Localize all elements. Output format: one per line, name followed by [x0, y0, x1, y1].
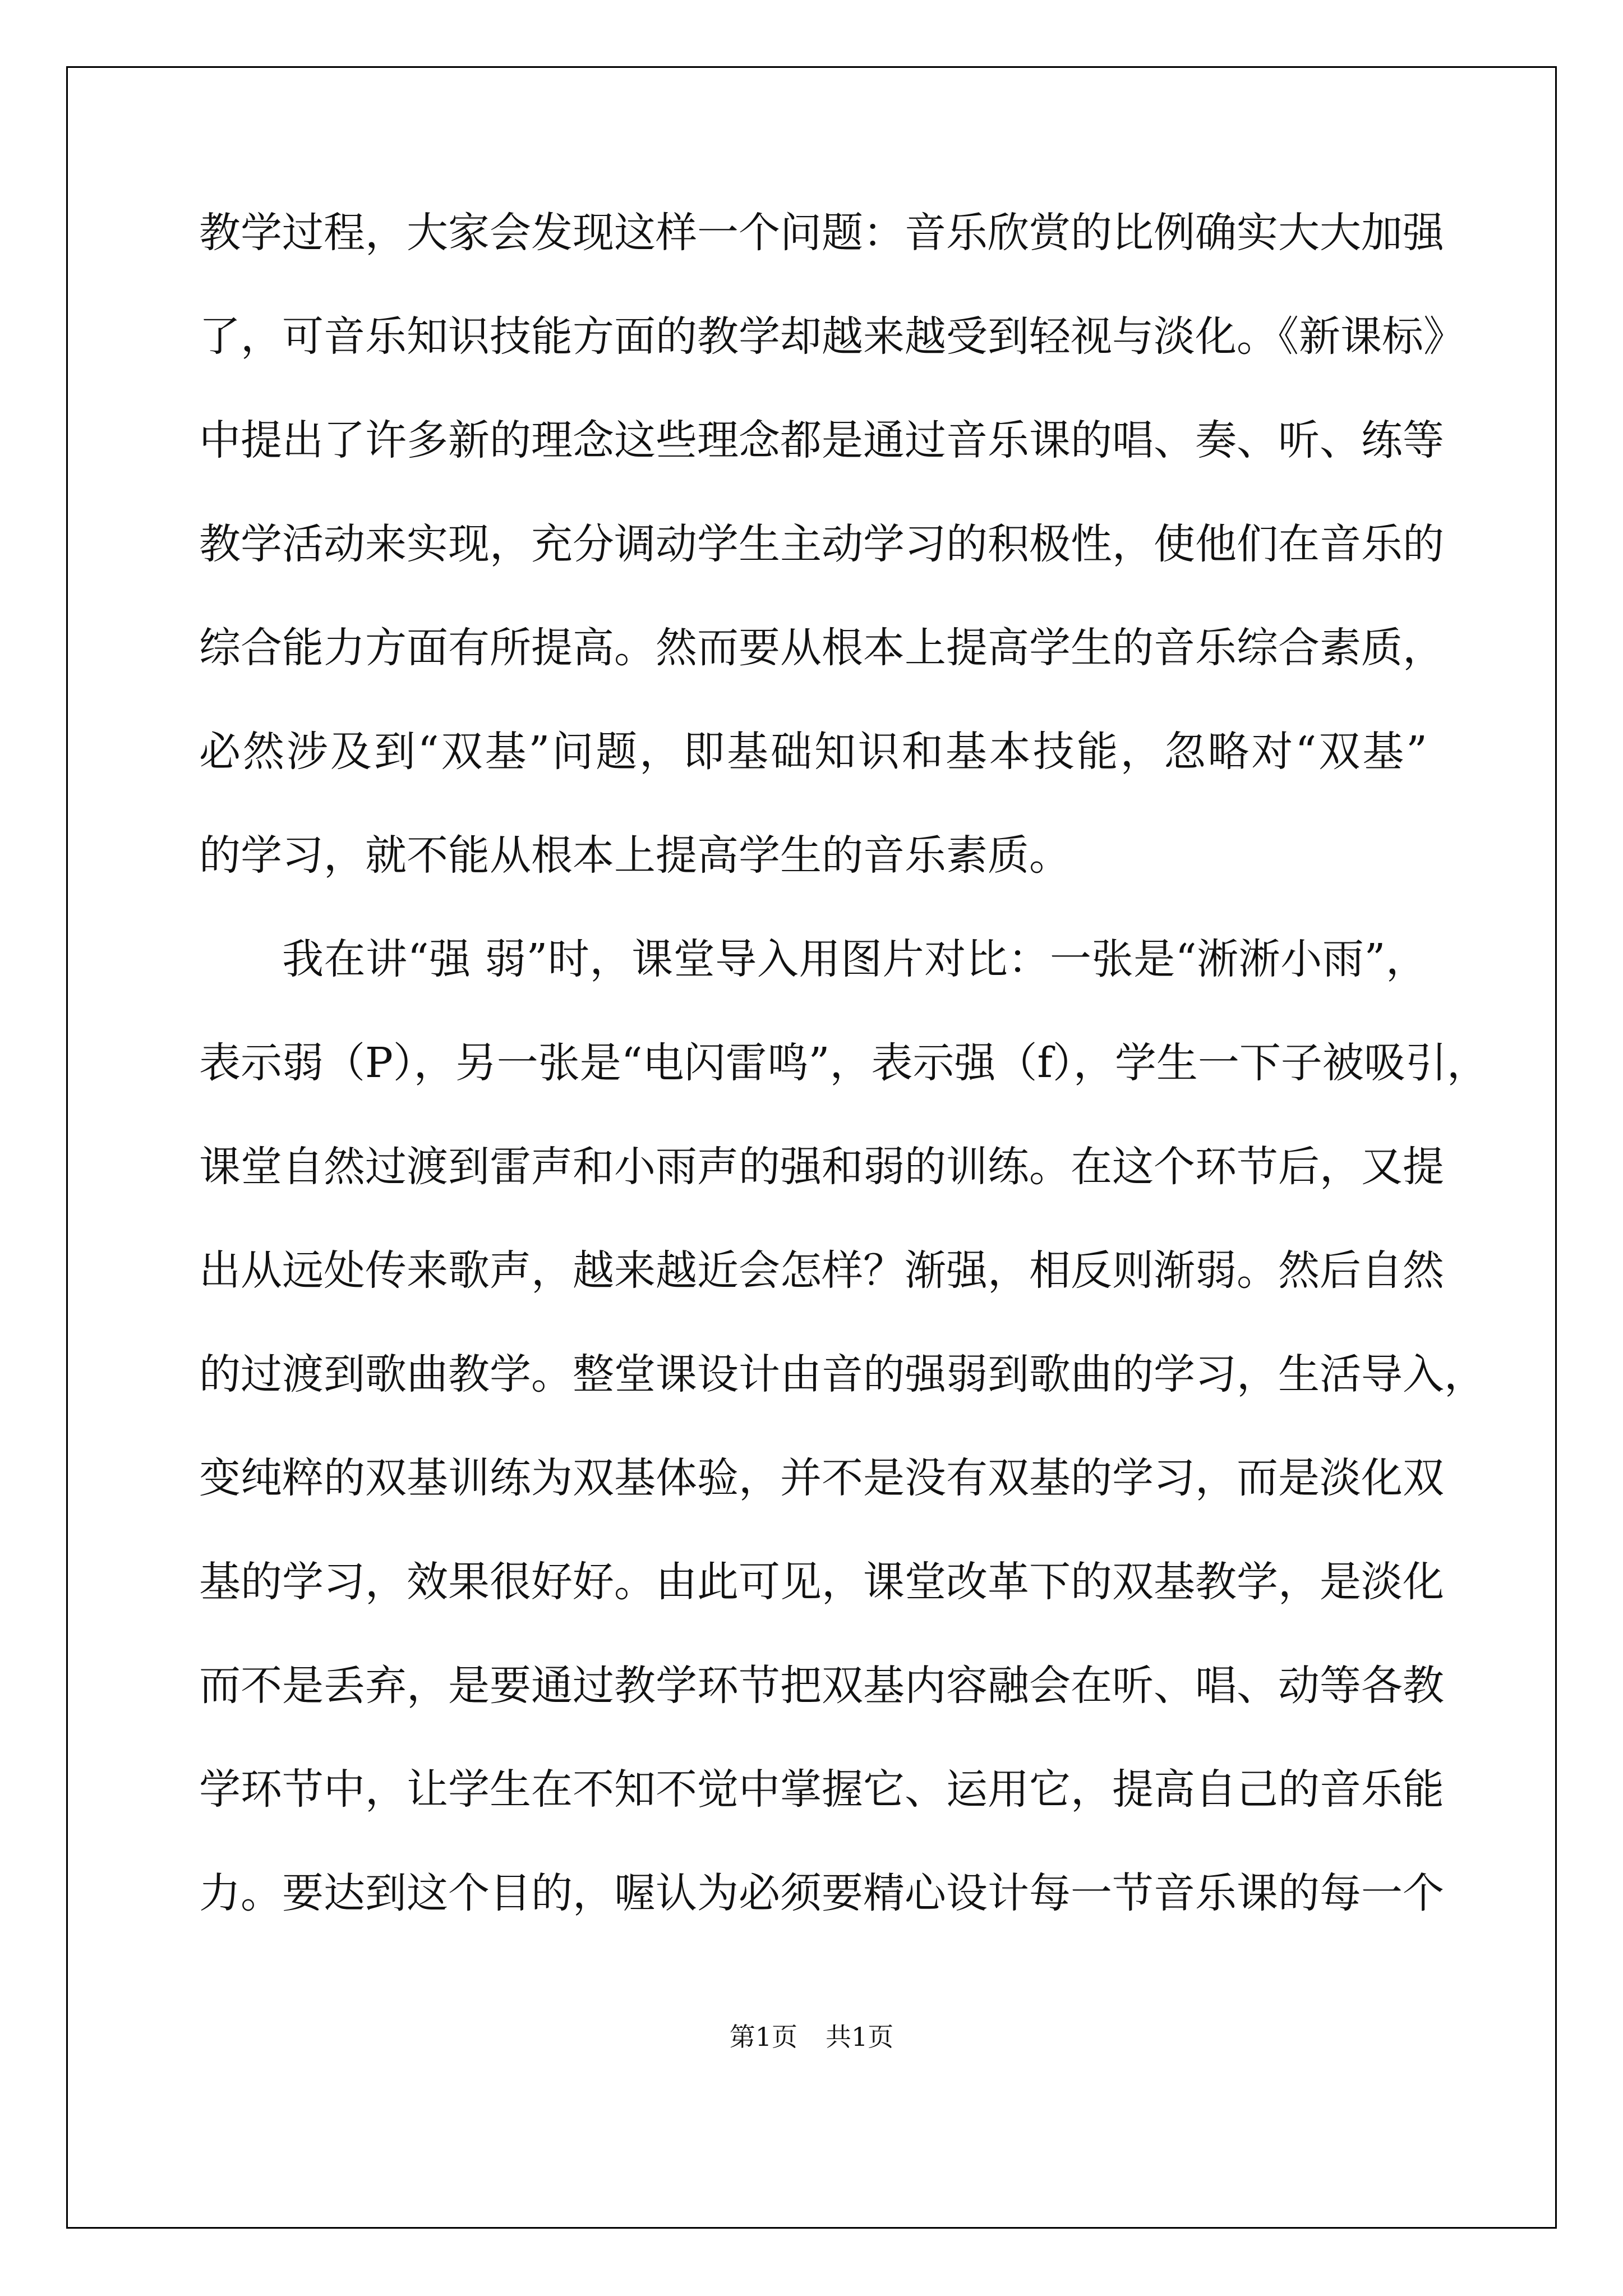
paragraph-1-line-4: 教学活动来实现，充分调动学生主动学习的积极性，使他们在音乐的 [199, 520, 1444, 568]
paragraph-2-line-6: 变纯粹的双基训练为双基体验，并不是没有双基的学习，而是淡化双 [199, 1454, 1444, 1502]
paragraph-2-line-8: 而不是丢弃，是要通过教学环节把双基内容融会在听、唱、动等各教 [199, 1662, 1444, 1710]
page-number: 第1页 [729, 2022, 797, 2052]
document-body [199, 209, 1488, 1975]
paragraph-2-line-10: 力。要达到这个目的，喔认为必须要精心设计每一节音乐课的每一个 [199, 1869, 1444, 1917]
paragraph-1-line-3: 中提出了许多新的理念这些理念都是通过音乐课的唱、奏、听、练等 [199, 416, 1444, 464]
paragraph-1-line-2: 了，可音乐知识技能方面的教学却越来越受到轻视与淡化。《新课标》 [199, 312, 1465, 361]
paragraph-1-line-6: 必然涉及到“双基”问题，即基础知识和基本技能，忽略对“双基” [199, 728, 1427, 776]
paragraph-1-line-7: 的学习，就不能从根本上提高学生的音乐素质。 [199, 831, 1071, 880]
page-total: 共1页 [826, 2022, 894, 2052]
page-footer [0, 2017, 1623, 2054]
paragraph-1-line-5: 综合能力方面有所提高。然而要从根本上提高学生的音乐综合素质， [199, 624, 1444, 672]
paragraph-2-line-7: 基的学习，效果很好好。由此可见，课堂改革下的双基教学，是淡化 [199, 1558, 1444, 1606]
paragraph-2-line-1: 我在讲“强 弱”时，课堂导入用图片对比：一张是“淅淅小雨”， [282, 935, 1427, 983]
paragraph-2-line-3: 课堂自然过渡到雷声和小雨声的强和弱的训练。在这个环节后，又提 [199, 1143, 1444, 1191]
paragraph-2-line-4: 出从远处传来歌声，越来越近会怎样？渐强，相反则渐弱。然后自然 [199, 1246, 1444, 1295]
paragraph-2-line-9: 学环节中，让学生在不知不觉中掌握它、运用它，提高自己的音乐能 [199, 1765, 1444, 1814]
paragraph-2-line-2: 表示弱（P），另一张是“电闪雷鸣”，表示强（f），学生一下子被吸引， [199, 1039, 1488, 1087]
paragraph-1-line-1: 教学过程，大家会发现这样一个问题：音乐欣赏的比例确实大大加强 [199, 209, 1444, 257]
paragraph-2-line-5: 的过渡到歌曲教学。整堂课设计由音的强弱到歌曲的学习，生活导入， [199, 1350, 1486, 1398]
